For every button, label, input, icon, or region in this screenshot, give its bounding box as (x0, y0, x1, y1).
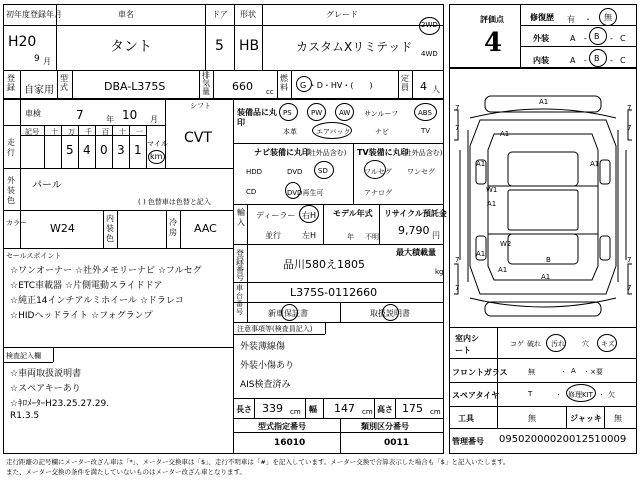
spare-item: ・ (555, 391, 562, 399)
import-label: 輸入 (237, 208, 245, 227)
odo-header-4: 百 (102, 128, 109, 136)
interior-a: A (570, 56, 576, 65)
grade-label: グレード (326, 10, 358, 19)
navi-item: DVD (287, 168, 303, 176)
plate-number-value: 品川580え1805 (283, 258, 365, 271)
first-reg-month: 9 (34, 54, 40, 64)
equip-item: サンルーフ (364, 110, 399, 118)
plate-number-label: 登録番号 (236, 249, 244, 282)
length-label: 長さ (236, 405, 252, 414)
first-reg-label: 初年度登録年月 (6, 10, 62, 19)
displacement-label: 排気量 (202, 71, 210, 96)
chassis-value: L375S-0112660 (290, 286, 378, 299)
shift-label: シフト (190, 102, 211, 110)
height-label: 高さ (377, 405, 393, 414)
odo-digit-3: 3 (117, 143, 125, 157)
shift-value: CVT (184, 130, 212, 146)
equip-item: ABS (418, 109, 432, 117)
model-name-label: 車名 (118, 10, 134, 19)
diagram-label-a1-hood: A1 (500, 130, 510, 138)
max-load-unit: kg (435, 268, 444, 276)
inspection-month-unit: 月 (150, 115, 158, 124)
mileage-unit-km: km (150, 152, 163, 161)
door-value: 5 (215, 38, 224, 54)
condition-yes: 有 (567, 15, 575, 24)
navi-item: SD (318, 167, 328, 175)
capacity-value: 4 (420, 80, 427, 93)
exterior-c: C (620, 34, 626, 43)
plate-value: 自家用 (24, 85, 54, 96)
condition-no: 無 (604, 13, 612, 22)
bracket-right-2: 7 (627, 124, 632, 132)
model-year-unit: 年 (347, 233, 354, 241)
spare-item: 欠 (608, 391, 615, 399)
odo-digit-2: 0 (100, 143, 108, 157)
displacement-unit: cc (266, 88, 274, 96)
interior-b: B (594, 54, 600, 63)
interior-seat-label: 室内シート (455, 334, 479, 355)
inspection-year: 7 (76, 108, 84, 122)
diagram-label-w1: W1 (486, 186, 498, 194)
diagram-label-a1-bottom: A1 (541, 273, 551, 281)
warranty-manual: 取扱説明書 (370, 309, 410, 318)
max-load-label: 最大積載量 (396, 248, 436, 257)
bracket-right-3: 7 (627, 256, 632, 264)
glass-item: 無 (528, 368, 535, 376)
diagram-label-a1-left2: A1 (487, 200, 497, 208)
diagram-label-b: B (546, 256, 551, 264)
score-label: 評価点 (480, 15, 504, 24)
diagram-label-a1-left: A1 (476, 160, 486, 168)
import-right: 右H (302, 211, 317, 220)
exterior-a: A (570, 34, 576, 43)
first-reg-year: H20 (8, 34, 37, 50)
equip-item: 本革 (283, 128, 297, 136)
odo-header-5: 十 (119, 128, 126, 136)
first-reg-month-unit: 月 (43, 57, 51, 66)
class-value: 0011 (384, 438, 410, 448)
bracket-right-4: 7 (627, 284, 632, 292)
seat-item: 汚れ (551, 340, 565, 348)
model-year-label: モデル年式 (333, 209, 373, 218)
interior-color-label: 内装色 (106, 214, 114, 243)
mileage-unit-mile: マイル (147, 140, 168, 148)
record-line: ☆スペアキーあり (10, 384, 81, 394)
interior-label: 内装 (533, 56, 549, 65)
equip-item: AW (339, 109, 351, 117)
capacity-label: 定員 (401, 74, 409, 92)
diagram-label-a1-right: A1 (590, 160, 600, 168)
model-year-unknown: 不明 (365, 233, 379, 241)
inspection-month: 10 (122, 108, 138, 122)
equipment-label: 装備品に丸印 (237, 108, 277, 127)
tv-note: (社外品含む) (402, 149, 443, 157)
sales-point-line: ☆純正14インチアルミホイール ☆ドラレコ (10, 296, 184, 306)
colour-code-value: W24 (50, 222, 75, 235)
jack-label: ジャッキ (570, 414, 602, 423)
spare-item: 修理KIT (568, 391, 593, 399)
diagram-label-a1-rear2: A1 (498, 266, 508, 274)
odo-header-1: 十 (51, 128, 58, 136)
sales-point-line: ☆ワンオーナー ☆社外メモリーナビ ☆フルセグ (10, 266, 202, 276)
equip-item: ナビ (375, 128, 389, 136)
record-line: R1.3.5 (10, 411, 40, 421)
car-damage-diagram (450, 90, 636, 322)
exterior-dash2: - (610, 34, 613, 43)
shape-label: 形状 (240, 10, 256, 19)
navi-label: ナビ装備に丸印 (254, 148, 310, 157)
interior-dash2: - (610, 56, 613, 65)
inspector-note-line: AIS検査済み (240, 380, 291, 390)
tv-item: フルセグ (364, 168, 392, 176)
diagram-label-a1-top: A1 (539, 98, 549, 106)
sales-points-label: セールスポイント (6, 252, 62, 260)
seat-item: キズ (601, 340, 615, 348)
navi-item: CD (246, 188, 257, 196)
fuel-options: G ・D・HV・( ) (300, 81, 373, 90)
type-cert-value: 16010 (274, 438, 306, 448)
plate-label: 登録 (7, 74, 15, 92)
seat-item: 穴 (582, 340, 589, 348)
navi-item: HDD (246, 168, 263, 176)
equip-item: TV (421, 127, 431, 135)
footer-line-2: また、メーター交換の条件を満たしていないものはメーター改ざん車となります。 (6, 468, 246, 476)
capacity-unit: 人 (432, 85, 440, 94)
chassis-label: 車台番号 (236, 284, 243, 316)
bracket-left-1: 7 (455, 104, 460, 112)
interior-c: C (620, 56, 626, 65)
glass-item: ・ (560, 368, 567, 376)
mileage-label: 走行 (7, 138, 15, 157)
bracket-right-1: 7 (627, 104, 632, 112)
navi-note: (社外品含む) (306, 149, 347, 157)
import-left: 左H (302, 231, 317, 240)
equip-item: PS (283, 109, 292, 117)
colour-code-label: カラー (6, 219, 27, 227)
odo-header-0: 記号 (25, 128, 39, 136)
odo-header-2: 万 (68, 128, 75, 136)
records-label: 検査記入欄 (6, 352, 41, 360)
tv-label: TV装備に丸印 (357, 148, 409, 157)
front-glass-label: フロントガラス (452, 368, 508, 377)
glass-item: ×要 (590, 368, 603, 376)
inspector-note-line: 外装薄線傷 (240, 342, 286, 352)
class-label: 類別区分番号 (361, 422, 409, 431)
spare-tire-label: スペアタイヤ (452, 391, 500, 400)
bracket-left-3: 7 (455, 256, 460, 264)
spare-item: ・ (598, 391, 605, 399)
width-unit: cm (362, 408, 373, 416)
bracket-left-2: 7 (455, 124, 460, 132)
management-label: 管理番号 (452, 437, 484, 446)
inspection-year-unit: 年 (106, 115, 114, 124)
ac-label: 冷房 (169, 218, 177, 237)
record-line: ☆車両取扱説明書 (10, 369, 82, 379)
tools-value: 無 (528, 414, 536, 423)
inspection-label: 車検 (25, 109, 41, 118)
import-dealer: ディーラー (256, 211, 296, 220)
condition-label: 修復歴 (530, 13, 554, 22)
type-label: 型式 (60, 74, 68, 92)
jack-value: 無 (614, 414, 622, 423)
score-value: 4 (484, 28, 503, 58)
odo-digit-4: 1 (134, 143, 142, 157)
shape-value: HB (239, 38, 260, 54)
seat-item: 破れ (527, 340, 541, 348)
color-label: 外装色 (7, 176, 15, 205)
exterior-label: 外装 (533, 34, 549, 43)
record-line: ☆ｷﾛﾒｰﾀｰH23.25.27.29. (10, 399, 110, 409)
height-unit: cm (430, 408, 441, 416)
tv-item: アナログ (364, 189, 392, 197)
condition-dot: ・ (584, 15, 592, 24)
drive-2wd: 2WD (421, 21, 438, 29)
length-unit: cm (290, 408, 301, 416)
door-label: ドア (212, 10, 228, 19)
exterior-b: B (594, 32, 600, 41)
management-value: 09502000020012510009 (499, 434, 627, 445)
displacement-value: 660 (232, 80, 253, 93)
bracket-left-4: 7 (455, 284, 460, 292)
model-name-value: タント (110, 39, 152, 55)
grade-value: カスタムXリミテッド (296, 40, 413, 54)
diagram-label-a1-rear: A1 (476, 250, 486, 258)
type-cert-label: 型式指定番号 (258, 422, 306, 431)
navi-item: DVD再生可 (287, 189, 324, 197)
fuel-label: 燃料 (280, 74, 288, 92)
exterior-dash1: - (584, 34, 587, 43)
diagram-label-w2: W2 (500, 240, 512, 248)
import-parallel: 並行 (265, 231, 281, 240)
length-value: 339 (262, 402, 283, 415)
color-note: ( ) 色替車は色替と記入 (138, 198, 211, 206)
glass-item: ・ (583, 368, 590, 376)
odo-header-3: 千 (85, 128, 92, 136)
odo-header-6: 一 (136, 128, 143, 136)
recycle-unit: 円 (432, 231, 440, 240)
color-value: パール (32, 180, 62, 191)
equip-item: エアバック (316, 128, 351, 136)
drive-4wd: 4WD (421, 50, 438, 58)
odo-digit-0: 5 (66, 143, 74, 157)
width-value: 147 (334, 402, 355, 415)
sales-point-line: ☆HIDヘッドライト ☆フォグランプ (10, 311, 153, 321)
tv-item: ワンセグ (407, 168, 435, 176)
width-label: 幅 (309, 405, 317, 414)
height-value: 175 (402, 402, 423, 415)
warranty-new-car: 新車保証書 (268, 309, 308, 318)
spare-item: T (528, 390, 533, 398)
inspector-note-line: 外装小傷あり (240, 361, 295, 371)
type-value: DBA-L375S (104, 80, 166, 93)
glass-item: A (571, 367, 576, 375)
inspector-notes-label: 注意事項等(検査員記入) (237, 325, 313, 333)
tools-label: 工具 (458, 414, 474, 423)
recycle-value: 9,790 (398, 224, 430, 237)
interior-dash1: - (584, 56, 587, 65)
footer-line-1: 走行距離の記号欄にメーター改ざん車は「*」、メーター交換車は「$」、走行不明車は「#」を記入しています。メーター交換で合算表示した場合も「$」と記入いたします。 (6, 458, 510, 466)
sales-point-line: ☆ETC車載器 ☆片側電動スライドドア (10, 281, 163, 291)
ac-value: AAC (194, 222, 217, 235)
odo-digit-1: 4 (83, 143, 91, 157)
recycle-label: リサイクル預託金 (384, 209, 447, 218)
equip-item: PW (311, 109, 323, 117)
seat-item: コゲ (510, 340, 524, 348)
